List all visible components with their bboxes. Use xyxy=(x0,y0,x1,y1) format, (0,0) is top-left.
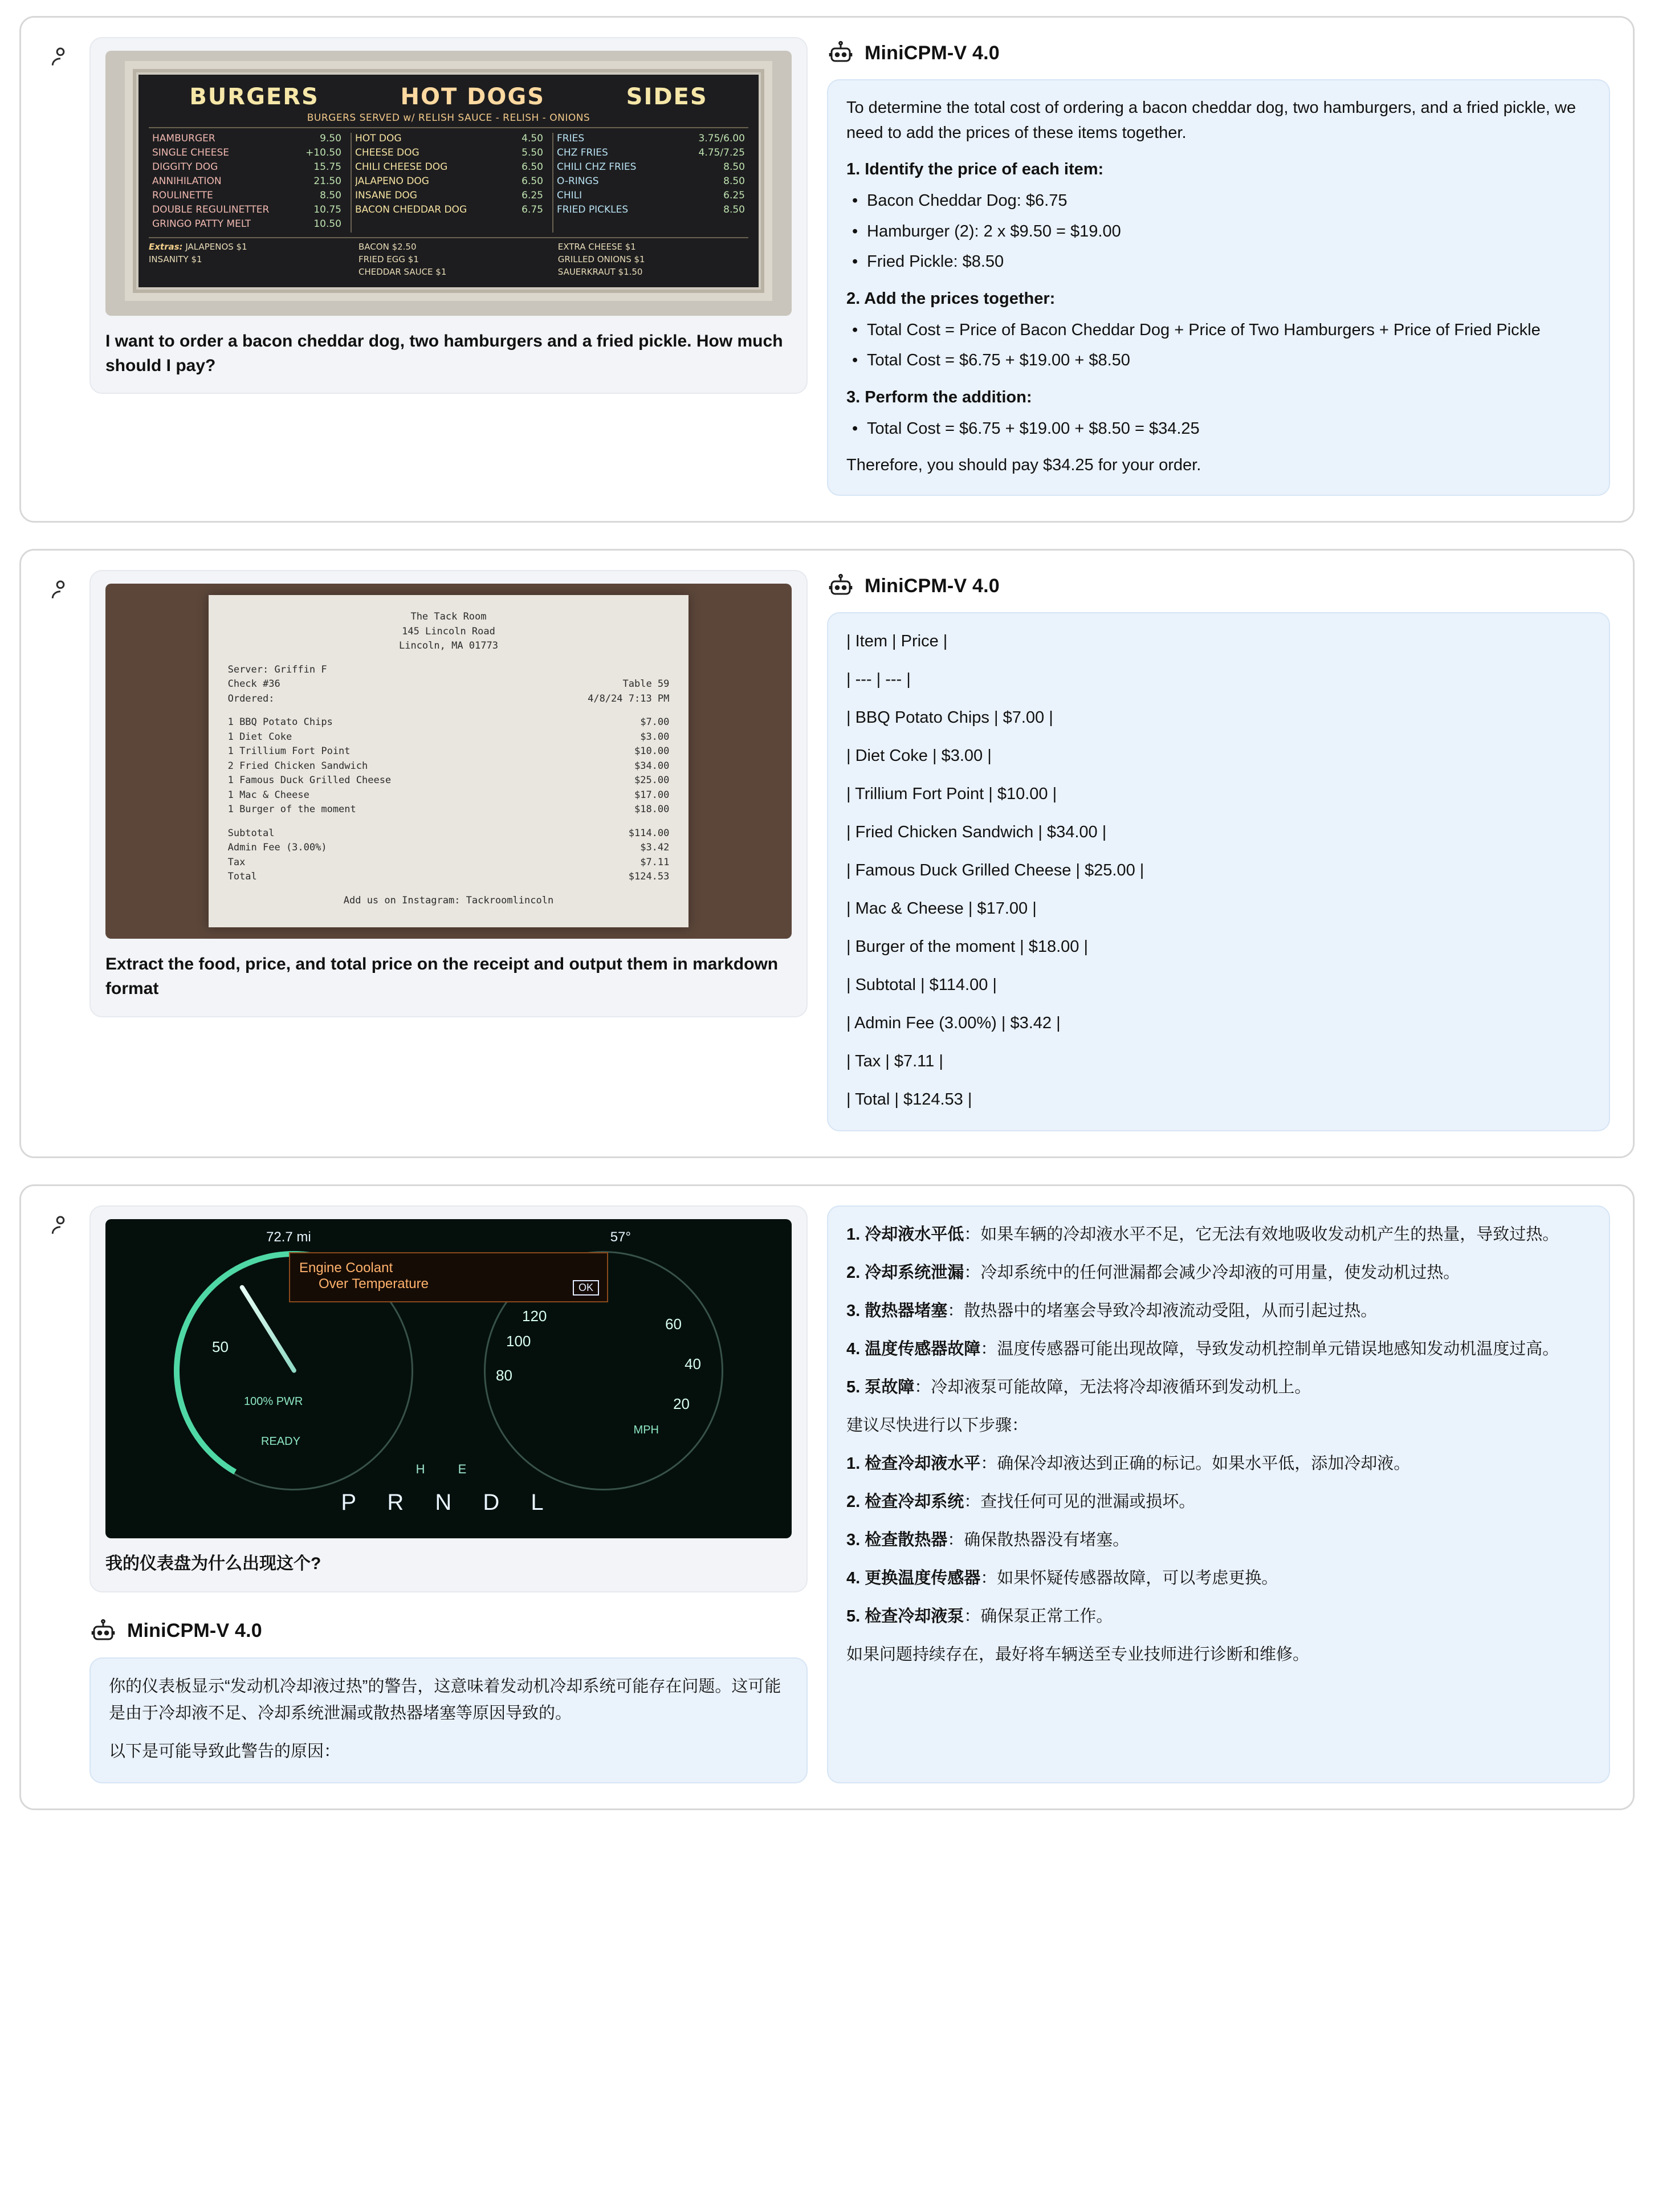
menu-item-price: 21.50 xyxy=(313,176,341,187)
receipt-total-row xyxy=(228,856,670,870)
menu-item-name: GRINGO PATTY MELT xyxy=(152,218,251,230)
menu-extra-item: GRILLED ONIONS $1 xyxy=(557,254,645,264)
markdown-line: | BBQ Potato Chips | $7.00 | xyxy=(846,708,1053,727)
list-item: • Hamburger (2): 2 x $9.50 = $19.00 xyxy=(846,219,1591,245)
receipt-item-price: $18.00 xyxy=(634,804,670,816)
ready-label: READY xyxy=(261,1435,300,1448)
menu-extra-item: CHEDDAR SAUCE $1 xyxy=(358,267,447,277)
user-avatar-icon xyxy=(44,573,77,606)
menu-item-name: INSANE DOG xyxy=(355,190,417,201)
assistant-name: MiniCPM-V 4.0 xyxy=(865,42,1000,64)
receipt-total-value: $114.00 xyxy=(628,827,670,839)
gauge-tick-label: 60 xyxy=(665,1315,682,1333)
chalkboard-menu-photo xyxy=(105,51,792,316)
markdown-line: | Admin Fee (3.00%) | $3.42 | xyxy=(846,1014,1061,1033)
menu-column-hotdogs xyxy=(351,133,547,233)
receipt-total-value: $124.53 xyxy=(628,871,670,883)
receipt-item-name: 1 Burger of the moment xyxy=(227,804,356,816)
conversation-card-receipt xyxy=(19,549,1635,1158)
menu-item-name: SINGLE CHEESE xyxy=(152,147,229,158)
receipt-line-item xyxy=(228,730,670,745)
answer-step2-list xyxy=(846,318,1591,373)
user-question-text: I want to order a bacon cheddar dog, two hamburgers and a fried pickle. How much should I pay? xyxy=(105,332,783,375)
gauge-tick-label: 40 xyxy=(685,1355,701,1373)
menu-item-name: ROULINETTE xyxy=(152,190,213,201)
answer-step1-list xyxy=(846,189,1591,275)
user-question-text: 我的仪表盘为什么出现这个? xyxy=(105,1554,321,1574)
user-message xyxy=(44,570,808,1017)
menu-extra-item: FRIED EGG $1 xyxy=(358,254,419,264)
markdown-line: | Total | $124.53 | xyxy=(846,1090,972,1109)
menu-item-name: CHZ FRIES xyxy=(556,147,608,158)
step-number: 4. xyxy=(846,1569,861,1587)
step-text: ：如果怀疑传感器故障，可以考虑更换。 xyxy=(980,1569,1278,1587)
receipt-address-line1: 145 Lincoln Road xyxy=(402,625,495,637)
receipt-restaurant: The Tack Room xyxy=(410,611,487,623)
menu-item-price: 15.75 xyxy=(313,161,341,173)
menu-item-name: O-RINGS xyxy=(556,176,599,187)
cause-number: 5. xyxy=(846,1378,861,1396)
menu-item-price: 8.50 xyxy=(723,161,745,173)
receipt-photo xyxy=(105,584,792,939)
menu-item-name: HOT DOG xyxy=(355,133,402,144)
warning-line-1: Engine Coolant xyxy=(299,1260,393,1276)
menu-item-price: 6.75 xyxy=(522,204,543,215)
dashboard-top-info xyxy=(266,1229,631,1245)
markdown-line: | Fried Chicken Sandwich | $34.00 | xyxy=(846,823,1107,842)
markdown-line: | Item | Price | xyxy=(846,632,948,651)
step-text: ：查找任何可见的泄漏或损坏。 xyxy=(964,1492,1196,1511)
receipt-total-row xyxy=(228,870,670,885)
receipt-address-line2: Lincoln, MA 01773 xyxy=(398,640,498,652)
cause-number: 3. xyxy=(846,1302,861,1320)
robot-icon xyxy=(827,39,854,67)
user-column xyxy=(44,570,808,1131)
cause-title: 冷却液水平低 xyxy=(865,1225,964,1244)
step-title: 检查散热器 xyxy=(865,1530,948,1549)
ok-button[interactable]: OK xyxy=(573,1280,599,1296)
menu-heading-hotdogs: HOT DOGS xyxy=(400,84,545,110)
answer-conclusion: Therefore, you should pay $34.25 for your order. xyxy=(846,456,1201,475)
assistant-name: MiniCPM-V 4.0 xyxy=(127,1620,262,1642)
cause-number: 2. xyxy=(846,1264,861,1282)
menu-item-price: 4.75/7.25 xyxy=(698,147,745,158)
markdown-line: | Diet Coke | $3.00 | xyxy=(846,747,992,765)
markdown-line: | Tax | $7.11 | xyxy=(846,1052,943,1071)
receipt-item-price: $10.00 xyxy=(634,746,670,757)
menu-item-price: 4.50 xyxy=(522,133,543,144)
cause-text: ：冷却液泵可能故障，无法将冷却液循环到发动机上。 xyxy=(914,1378,1311,1396)
user-question-text: Extract the food, price, and total price on the receipt and output them in markdown format xyxy=(105,955,779,999)
receipt-item-price: $3.00 xyxy=(640,731,670,743)
step-number: 1. xyxy=(846,1454,861,1473)
list-item: • Total Cost = Price of Bacon Cheddar Dog + Price of Two Hamburgers + Price of Fried Pickle xyxy=(846,318,1591,343)
receipt-total-label: Admin Fee (3.00%) xyxy=(227,842,327,854)
menu-item-price: 6.50 xyxy=(522,176,543,187)
menu-item-name: DOUBLE REGULINETTER xyxy=(152,204,270,215)
menu-column-sides xyxy=(552,133,748,233)
answer-paragraph-1: 你的仪表板显示“发动机冷却液过热”的警告，这意味着发动机冷却系统可能存在问题。这可能是由于冷却液不足、冷却系统泄漏或散热器堵塞等原因导致的。 xyxy=(109,1677,781,1722)
assistant-column xyxy=(827,1205,1610,1783)
assistant-bubble-left xyxy=(89,1657,808,1783)
gauge-tick-label: 120 xyxy=(522,1307,547,1325)
receipt-total-label: Total xyxy=(227,871,257,883)
conversation-card-menu xyxy=(19,16,1635,523)
menu-item-name: JALAPENO DOG xyxy=(355,176,429,187)
answer-paragraph-2: 以下是可能导致此警告的原因： xyxy=(109,1742,341,1761)
step-number: 2. xyxy=(846,1492,861,1511)
menu-column-burgers xyxy=(149,133,345,233)
menu-item-name: FRIES xyxy=(556,133,585,144)
assistant-header xyxy=(827,572,1610,600)
menu-extra-item: BACON $2.50 xyxy=(358,242,417,252)
answer-step1-heading: 1. Identify the price of each item: xyxy=(846,160,1104,179)
step-title: 检查冷却系统 xyxy=(865,1492,964,1511)
markdown-line: | --- | --- | xyxy=(846,670,911,689)
cause-number: 1. xyxy=(846,1225,861,1244)
receipt-line-item xyxy=(228,788,670,803)
assistant-header xyxy=(89,1618,808,1645)
receipt-item-name: 1 BBQ Potato Chips xyxy=(227,716,333,728)
menu-item-name: CHILI CHEESE DOG xyxy=(355,161,448,173)
receipt-item-price: $7.00 xyxy=(640,716,670,728)
list-item: • Bacon Cheddar Dog: $6.75 xyxy=(846,189,1591,214)
answer-closing: 如果问题持续存在，最好将车辆送至专业技师进行诊断和维修。 xyxy=(846,1645,1310,1664)
gauge-tick-label: 100 xyxy=(506,1333,531,1350)
step-title: 更换温度传感器 xyxy=(865,1569,981,1587)
menu-extra-item: JALAPENOS $1 xyxy=(185,242,247,252)
menu-item-price: 8.50 xyxy=(723,176,745,187)
menu-item-price: 6.25 xyxy=(522,190,543,201)
receipt-total-row xyxy=(228,841,670,856)
receipt-server: Server: Griffin F xyxy=(227,663,327,675)
menu-item-price: +10.50 xyxy=(305,147,341,158)
cause-text: ：如果车辆的冷却液水平不足，它无法有效地吸收发动机产生的热量，导致过热。 xyxy=(964,1225,1559,1244)
receipt-item-name: 1 Mac & Cheese xyxy=(227,789,309,801)
menu-item-name: CHILI CHZ FRIES xyxy=(556,161,637,173)
answer-step2-heading: 2. Add the prices together: xyxy=(846,289,1056,308)
menu-item-name: CHILI xyxy=(556,190,582,201)
assistant-column xyxy=(827,570,1610,1131)
menu-item-name: CHEESE DOG xyxy=(355,147,419,158)
step-text: ：确保泵正常工作。 xyxy=(964,1607,1113,1626)
menu-item-price: 8.50 xyxy=(320,190,341,201)
list-item: • Total Cost = $6.75 + $19.00 + $8.50 = $34.25 xyxy=(846,417,1591,442)
menu-subtitle: BURGERS SERVED w/ RELISH SAUCE - RELISH - ONIONS xyxy=(149,112,748,128)
receipt-item-name: 2 Fried Chicken Sandwich xyxy=(227,760,368,772)
assistant-column xyxy=(827,37,1610,496)
menu-item-price: 10.75 xyxy=(313,204,341,215)
cause-title: 散热器堵塞 xyxy=(865,1302,948,1320)
assistant-bubble xyxy=(827,612,1610,1131)
user-column xyxy=(44,1205,808,1783)
receipt-item-price: $25.00 xyxy=(634,775,670,787)
receipt-total-value: $3.42 xyxy=(640,842,670,854)
step-text: ：确保散热器没有堵塞。 xyxy=(947,1530,1130,1549)
receipt-item-name: 1 Diet Coke xyxy=(227,731,292,743)
receipt-ordered-label: Ordered: xyxy=(227,692,275,704)
user-bubble xyxy=(89,570,808,1017)
cause-text: ：散热器中的堵塞会导致冷却液流动受阻，从而引起过热。 xyxy=(947,1302,1378,1320)
markdown-line: | Subtotal | $114.00 | xyxy=(846,976,997,995)
receipt-total-value: $7.11 xyxy=(640,856,670,868)
step-title: 检查冷却液泵 xyxy=(865,1607,964,1626)
receipt-line-item xyxy=(228,715,670,730)
receipt-item-name: 1 Trillium Fort Point xyxy=(227,746,351,757)
user-avatar-icon xyxy=(44,1209,77,1242)
receipt-ordered-time: 4/8/24 7:13 PM xyxy=(588,692,670,704)
list-item: • Total Cost = $6.75 + $19.00 + $8.50 xyxy=(846,348,1591,373)
warning-line-2: Over Temperature xyxy=(319,1276,429,1292)
menu-item-name: ANNIHILATION xyxy=(152,176,222,187)
assistant-bubble xyxy=(827,79,1610,496)
warning-message-box xyxy=(289,1252,608,1302)
receipt-total-row xyxy=(228,826,670,841)
menu-item-name: HAMBURGER xyxy=(152,133,215,144)
gauge-tick-label: 80 xyxy=(496,1367,512,1384)
menu-item-price: 9.50 xyxy=(320,133,341,144)
receipt-item-name: 1 Famous Duck Grilled Cheese xyxy=(227,775,392,787)
step-number: 3. xyxy=(846,1530,861,1549)
robot-icon xyxy=(89,1618,117,1645)
answer-intro: To determine the total cost of ordering a bacon cheddar dog, two hamburgers, and a fried pickle, we need to add the prices of these items together. xyxy=(846,99,1576,142)
robot-icon xyxy=(827,572,854,600)
markdown-line: | Famous Duck Grilled Cheese | $25.00 | xyxy=(846,861,1144,880)
assistant-bubble-right xyxy=(827,1205,1610,1783)
step-title: 检查冷却液水平 xyxy=(865,1454,981,1473)
receipt-line-item xyxy=(228,773,670,788)
temp-fuel-gauges: H E xyxy=(415,1462,482,1477)
menu-extra-item: EXTRA CHEESE $1 xyxy=(557,242,636,252)
receipt-line-item xyxy=(228,802,670,817)
gauge-tick-label: 50 xyxy=(212,1338,229,1356)
user-message xyxy=(44,1205,808,1592)
menu-extra-item: INSANITY $1 xyxy=(149,254,202,264)
menu-extras-label: Extras: xyxy=(149,242,183,252)
markdown-line: | Trillium Fort Point | $10.00 | xyxy=(846,785,1057,804)
menu-heading-burgers: BURGERS xyxy=(189,84,319,110)
markdown-line: | Burger of the moment | $18.00 | xyxy=(846,938,1088,956)
answer-step3-heading: 3. Perform the addition: xyxy=(846,388,1032,406)
menu-item-price: 6.50 xyxy=(522,161,543,173)
user-column xyxy=(44,37,808,496)
cause-title: 温度传感器故障 xyxy=(865,1339,981,1358)
user-bubble xyxy=(89,37,808,394)
assistant-name: MiniCPM-V 4.0 xyxy=(865,575,1000,597)
menu-item-price: 8.50 xyxy=(723,204,745,215)
gauge-tick-label: 20 xyxy=(673,1395,690,1413)
user-message xyxy=(44,37,808,394)
steps-intro: 建议尽快进行以下步骤： xyxy=(846,1416,1029,1435)
receipt-item-price: $34.00 xyxy=(634,760,670,772)
user-avatar-icon xyxy=(44,40,77,74)
receipt-total-label: Subtotal xyxy=(227,827,275,839)
cause-text: ：冷却系统中的任何泄漏都会减少冷却液的可用量，使发动机过热。 xyxy=(964,1264,1460,1282)
receipt-table: Table 59 xyxy=(622,678,670,690)
mph-label: MPH xyxy=(633,1424,659,1437)
step-text: ：确保冷却液达到正确的标记。如果水平低，添加冷却液。 xyxy=(980,1454,1411,1473)
cause-title: 泵故障 xyxy=(865,1378,915,1396)
answer-step3-list xyxy=(846,417,1591,442)
menu-heading-sides: SIDES xyxy=(626,84,708,110)
cause-text: ：温度传感器可能出现故障，导致发动机控制单元错误地感知发动机温度过高。 xyxy=(980,1339,1559,1358)
menu-item-name: BACON CHEDDAR DOG xyxy=(355,204,467,215)
gear-indicator: P R N D L xyxy=(341,1490,556,1516)
temperature-value: 57° xyxy=(610,1229,631,1245)
menu-item-name: DIGGITY DOG xyxy=(152,161,218,173)
receipt-item-price: $17.00 xyxy=(634,789,670,801)
assistant-header xyxy=(827,39,1610,67)
menu-item-price: 3.75/6.00 xyxy=(698,133,745,144)
list-item: • Fried Pickle: $8.50 xyxy=(846,250,1591,275)
conversation-card-dashboard xyxy=(19,1184,1635,1810)
menu-item-price: 5.50 xyxy=(522,147,543,158)
step-number: 5. xyxy=(846,1607,861,1626)
menu-item-price: 10.50 xyxy=(313,218,341,230)
receipt-line-item xyxy=(228,759,670,774)
receipt-footer: Add us on Instagram: Tackroomlincoln xyxy=(343,894,554,906)
cause-title: 冷却系统泄漏 xyxy=(865,1264,964,1282)
cause-number: 4. xyxy=(846,1339,861,1358)
user-bubble xyxy=(89,1205,808,1592)
markdown-line: | Mac & Cheese | $17.00 | xyxy=(846,899,1037,918)
power-label: 100% PWR xyxy=(244,1395,303,1408)
receipt-total-label: Tax xyxy=(227,856,246,868)
receipt-line-item xyxy=(228,744,670,759)
car-dashboard-photo xyxy=(105,1219,792,1538)
menu-extra-item: SAUERKRAUT $1.50 xyxy=(557,267,643,277)
menu-item-name: FRIED PICKLES xyxy=(556,204,629,215)
receipt-check: Check #36 xyxy=(227,678,280,690)
menu-item-price: 6.25 xyxy=(723,190,745,201)
range-value: 72.7 mi xyxy=(266,1229,311,1245)
